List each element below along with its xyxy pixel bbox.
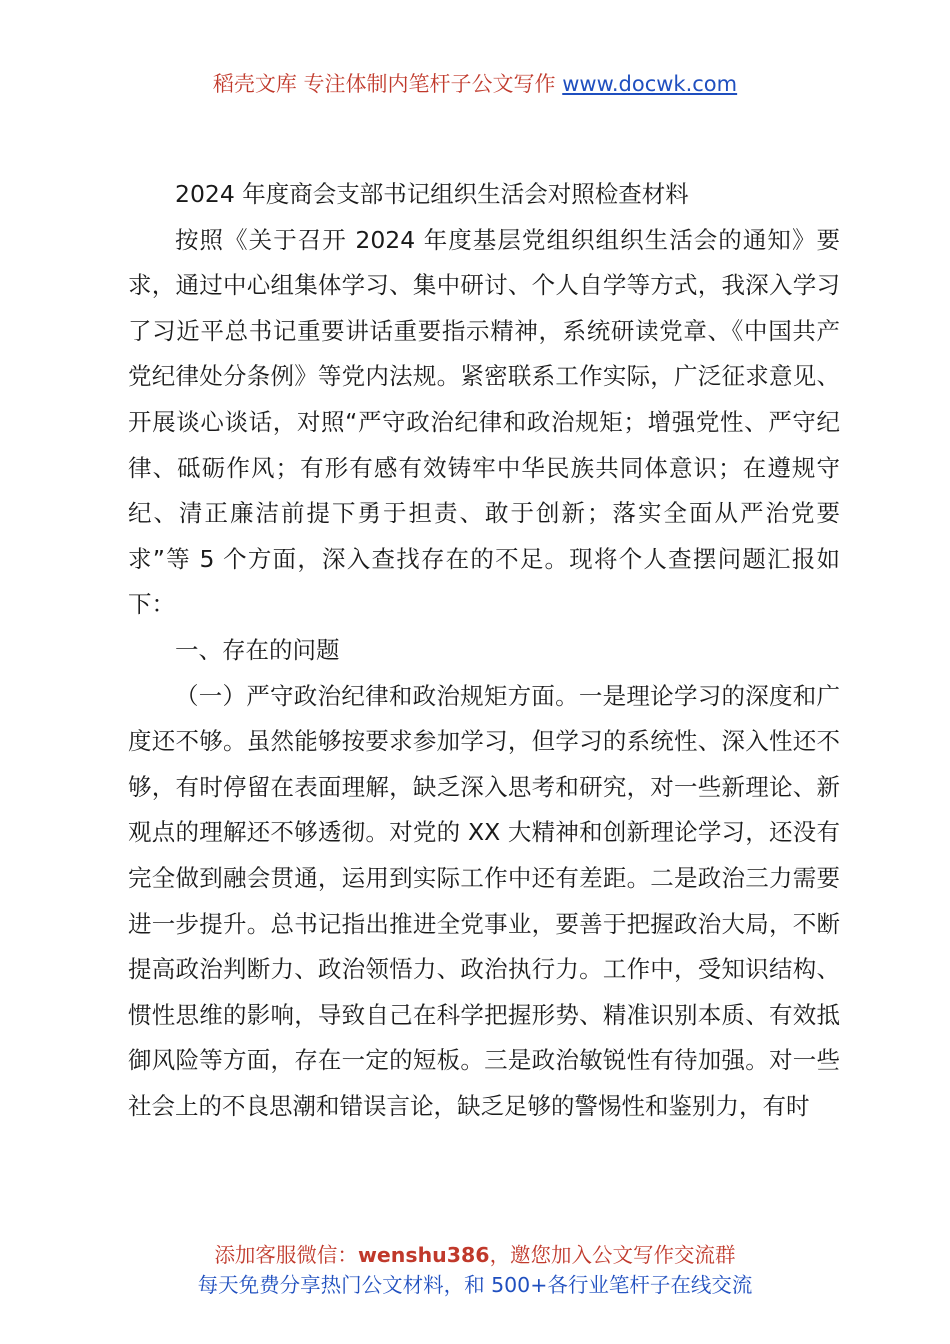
footer-contact-prefix: 添加客服微信： — [214, 1243, 358, 1267]
document-body — [128, 172, 840, 1129]
site-link[interactable]: www.docwk.com — [562, 72, 738, 96]
intro-paragraph: 按照《关于召开 2024 年度基层党组织组织生活会的通知》要求，通过中心组集体学习、集中研讨、个人自学等方式，我深入学习了习近平总书记重要讲话重要指示精神，系统研读党章、《中国共产党纪律处分条例》等党内法规。紧密联系工作实际，广泛征求意见、开展谈心谈话，对照“严守政治纪律和政治规矩；增强党性、严守纪律、砥砺作风；有形有感有效铸牢中华民族共同体意识；在遵规守纪、清正廉洁前提下勇于担责、敢于创新；落实全面从严治党要求”等 5 个方面，深入查找存在的不足。现将个人查摆问题汇报如下： — [128, 225, 840, 619]
footer-contact-suffix: ，邀您加入公文写作交流群 — [489, 1243, 736, 1267]
brand-text: 稻壳文库 专注体制内笔杆子公文写作 — [212, 72, 556, 96]
page-footer — [0, 1240, 950, 1300]
footer-contact-line — [0, 1240, 950, 1270]
footer-promo-line: 每天免费分享热门公文材料，和 500+各行业笔杆子在线交流 — [197, 1273, 753, 1297]
document-title: 2024 年度商会支部书记组织生活会对照检查材料 — [175, 180, 689, 208]
section-heading: 一、存在的问题 — [175, 635, 340, 664]
wechat-id: wenshu386 — [357, 1243, 490, 1267]
page-header — [0, 68, 950, 100]
body-paragraph: （一）严守政治纪律和政治规矩方面。一是理论学习的深度和广度还不够。虽然能够按要求参加学习，但学习的系统性、深入性还不够，有时停留在表面理解，缺乏深入思考和研究，对一些新理论、新观点的理解还不够透彻。对党的 XX 大精神和创新理论学习，还没有完全做到融会贯通，运用到实际工作中还有差距。二是政治三力需要进一步提升。总书记指出推进全党事业，要善于把握政治大局，不断提高政治判断力、政治领悟力、政治执行力。工作中，受知识结构、惯性思维的影响，导致自己在科学把握形势、精准识别本质、有效抵御风险等方面，存在一定的短板。三是政治敏锐性有待加强。对一些社会上的不良思潮和错误言论，缺乏足够的警惕性和鉴别力，有时 — [128, 681, 840, 1120]
